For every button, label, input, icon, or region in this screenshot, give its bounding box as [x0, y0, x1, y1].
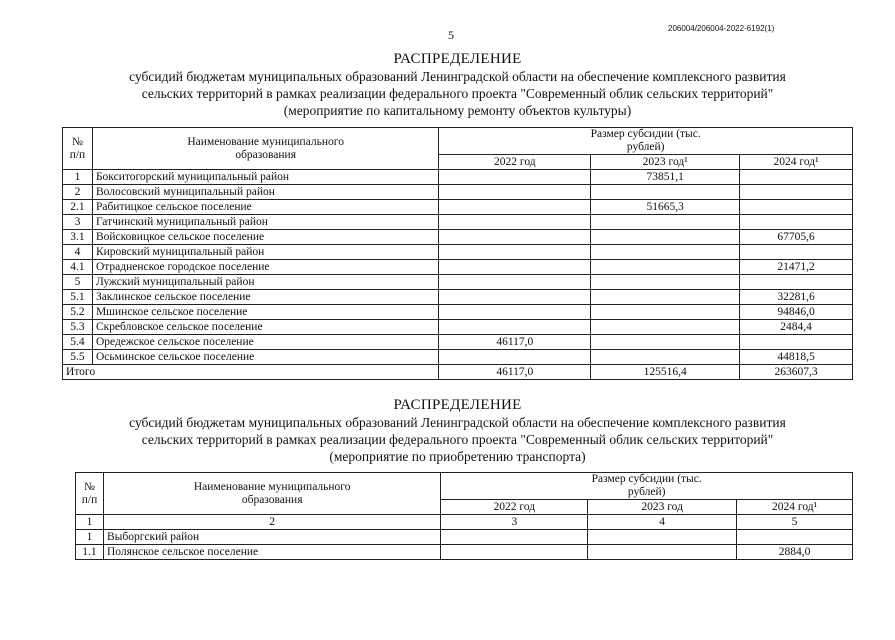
value-2022 — [439, 260, 591, 275]
header-municipality: Наименование муниципального образования — [103, 473, 440, 515]
value-2023 — [591, 215, 740, 230]
row-number: 1 — [63, 170, 93, 185]
index-cell: 4 — [588, 515, 737, 530]
row-number: 4 — [63, 245, 93, 260]
value-2022 — [439, 170, 591, 185]
municipality-name: Войсковицкое сельское поселение — [92, 230, 438, 245]
section2-subtitle-line-1: субсидий бюджетам муниципальных образований Ленинградской области на обеспечение комплексного развития — [129, 415, 786, 430]
value-2022 — [439, 290, 591, 305]
table-row — [63, 290, 853, 305]
value-2024: 94846,0 — [740, 305, 853, 320]
section2-subtitle-line-3: (мероприятие по приобретению транспорта) — [329, 449, 586, 464]
table-row — [76, 545, 853, 560]
value-2024 — [740, 335, 853, 350]
municipality-name: Выборгский район — [103, 530, 440, 545]
header-year-2022: 2022 год — [439, 155, 591, 170]
section1-heading — [40, 51, 875, 119]
table-row — [63, 305, 853, 320]
header-subsidy-size: Размер субсидии (тыс. рублей) — [441, 473, 853, 500]
section2-heading — [40, 397, 875, 465]
value-2024: 32281,6 — [740, 290, 853, 305]
value-2023 — [591, 230, 740, 245]
header-number: № п/п — [63, 128, 93, 170]
municipality-name: Отрадненское городское поселение — [92, 260, 438, 275]
value-2023 — [591, 260, 740, 275]
table-row — [63, 260, 853, 275]
section2-subtitle-line-2: сельских территорий в рамках реализации федерального проекта "Современный облик сельских территорий" — [141, 432, 774, 447]
total-2022: 46117,0 — [439, 365, 591, 380]
value-2022 — [441, 530, 588, 545]
value-2022 — [439, 230, 591, 245]
table-row — [63, 230, 853, 245]
index-cell: 3 — [441, 515, 588, 530]
column-index-row — [76, 515, 853, 530]
header-subsidy-size: Размер субсидии (тыс. рублей) — [439, 128, 853, 155]
page-number: 5 — [448, 28, 454, 42]
row-number: 1.1 — [76, 545, 104, 560]
value-2024 — [740, 275, 853, 290]
table-row — [63, 320, 853, 335]
value-2022 — [439, 215, 591, 230]
municipality-name: Мшинское сельское поселение — [92, 305, 438, 320]
value-2023: 73851,1 — [591, 170, 740, 185]
value-2023 — [591, 290, 740, 305]
table-row — [63, 245, 853, 260]
row-number: 5.2 — [63, 305, 93, 320]
municipality-name: Лужский муниципальный район — [92, 275, 438, 290]
transport-subsidy-table — [75, 472, 853, 560]
row-number: 1 — [76, 530, 104, 545]
section1-subtitle-line-2: сельских территорий в рамках реализации федерального проекта "Современный облик сельских территорий" — [141, 86, 774, 101]
value-2024 — [740, 200, 853, 215]
value-2024: 44818,5 — [740, 350, 853, 365]
header-year-2024: 2024 год¹ — [740, 155, 853, 170]
total-label: Итого — [63, 365, 439, 380]
value-2023 — [591, 245, 740, 260]
row-number: 5.5 — [63, 350, 93, 365]
row-number: 4.1 — [63, 260, 93, 275]
header-year-2024: 2024 год¹ — [737, 500, 853, 515]
header-number: № п/п — [76, 473, 104, 515]
section1-title: РАСПРЕДЕЛЕНИЕ — [393, 51, 522, 67]
value-2024: 2484,4 — [740, 320, 853, 335]
header-year-2022: 2022 год — [441, 500, 588, 515]
value-2022 — [439, 245, 591, 260]
municipality-name: Заклинское сельское поселение — [92, 290, 438, 305]
municipality-name: Бокситогорский муниципальный район — [92, 170, 438, 185]
table-row — [63, 200, 853, 215]
document-code: 206004/206004-2022-6192(1) — [668, 24, 775, 33]
value-2024: 21471,2 — [740, 260, 853, 275]
row-number: 5.1 — [63, 290, 93, 305]
table-row — [63, 185, 853, 200]
value-2022 — [441, 545, 588, 560]
value-2023 — [588, 545, 737, 560]
value-2022 — [439, 275, 591, 290]
value-2024: 67705,6 — [740, 230, 853, 245]
value-2023 — [591, 320, 740, 335]
value-2023: 51665,3 — [591, 200, 740, 215]
value-2022 — [439, 185, 591, 200]
section1-subtitle-line-3: (мероприятие по капитальному ремонту объектов культуры) — [283, 103, 632, 118]
section2-title: РАСПРЕДЕЛЕНИЕ — [393, 397, 522, 413]
value-2023 — [591, 305, 740, 320]
table-row — [63, 275, 853, 290]
municipality-name: Волосовский муниципальный район — [92, 185, 438, 200]
municipality-name: Полянское сельское поселение — [103, 545, 440, 560]
section1-subtitle-line-1: субсидий бюджетам муниципальных образований Ленинградской области на обеспечение комплексного развития — [129, 69, 786, 84]
total-2023: 125516,4 — [591, 365, 740, 380]
row-number: 5.3 — [63, 320, 93, 335]
value-2023 — [591, 350, 740, 365]
municipality-name: Кировский муниципальный район — [92, 245, 438, 260]
value-2024 — [737, 530, 853, 545]
value-2023 — [588, 530, 737, 545]
table-row — [63, 215, 853, 230]
total-2024: 263607,3 — [740, 365, 853, 380]
municipality-name: Гатчинский муниципальный район — [92, 215, 438, 230]
header-year-2023: 2023 год¹ — [591, 155, 740, 170]
value-2022 — [439, 350, 591, 365]
index-cell: 5 — [737, 515, 853, 530]
row-number: 5 — [63, 275, 93, 290]
table-row — [63, 170, 853, 185]
index-cell: 2 — [103, 515, 440, 530]
municipality-name: Скребловское сельское поселение — [92, 320, 438, 335]
table-row — [63, 350, 853, 365]
index-cell: 1 — [76, 515, 104, 530]
row-number: 2.1 — [63, 200, 93, 215]
value-2022 — [439, 305, 591, 320]
value-2022 — [439, 200, 591, 215]
municipality-name: Осьминское сельское поселение — [92, 350, 438, 365]
value-2024 — [740, 245, 853, 260]
total-row — [63, 365, 853, 380]
culture-repair-subsidy-table — [62, 127, 853, 380]
header-year-2023: 2023 год — [588, 500, 737, 515]
table-row — [63, 335, 853, 350]
municipality-name: Оредежское сельское поселение — [92, 335, 438, 350]
value-2022 — [439, 320, 591, 335]
value-2024 — [740, 215, 853, 230]
value-2023 — [591, 185, 740, 200]
table-row — [76, 530, 853, 545]
value-2024 — [740, 185, 853, 200]
value-2024 — [740, 170, 853, 185]
row-number: 3.1 — [63, 230, 93, 245]
row-number: 3 — [63, 215, 93, 230]
header-municipality: Наименование муниципального образования — [92, 128, 438, 170]
value-2023 — [591, 335, 740, 350]
municipality-name: Рабитицкое сельское поселение — [92, 200, 438, 215]
value-2022: 46117,0 — [439, 335, 591, 350]
value-2023 — [591, 275, 740, 290]
value-2024: 2884,0 — [737, 545, 853, 560]
row-number: 5.4 — [63, 335, 93, 350]
row-number: 2 — [63, 185, 93, 200]
